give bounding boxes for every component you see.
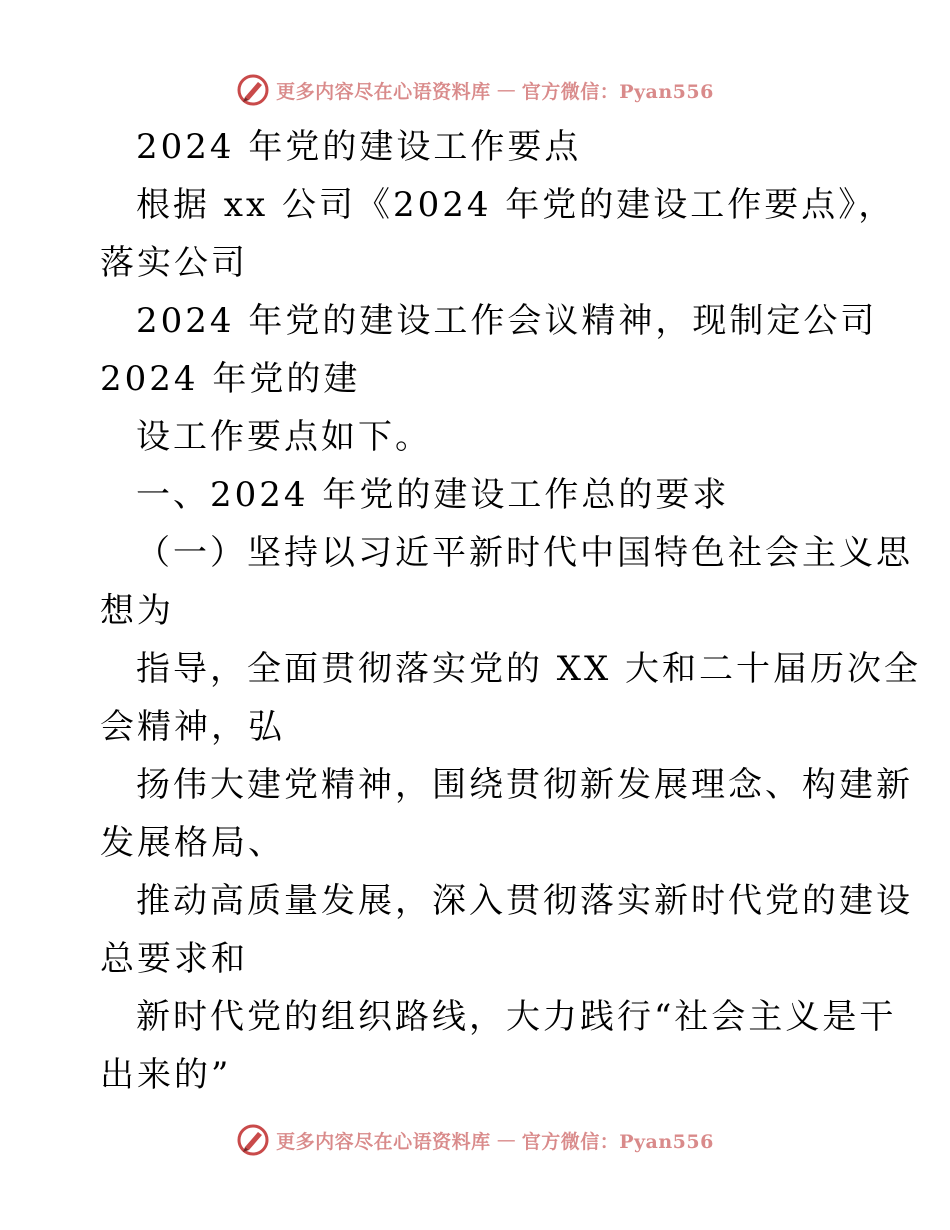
paragraph-line: 总要求和 [100,939,248,979]
paragraph-line: 推动高质量发展，深入贯彻落实新时代党的建设 [136,881,913,921]
watermark-banner-content [236,1123,714,1157]
paragraph-line: 想为 [100,591,174,631]
watermark-main-text: 更多内容尽在心语资料库 [276,1130,491,1153]
paragraph-line: 出来的” [100,1055,232,1095]
watermark-main-text: 更多内容尽在心语资料库 [276,80,491,103]
paragraph-line: 扬伟大建党精神，围绕贯彻新发展理念、构建新 [136,765,913,805]
paragraph-line: 发展格局、 [100,823,285,863]
watermark-banner-content [236,73,714,107]
paragraph-line: 设工作要点如下。 [136,417,432,457]
pen-logo-icon [236,73,270,107]
document-body [100,118,922,1104]
watermark-wechat-text: 官方微信：Pyan556 [521,1130,714,1153]
paragraph-line: 新时代党的组织路线，大力践行“社会主义是干 [136,997,897,1037]
header-watermark-banner [0,70,950,110]
paragraph-line: 根据 xx 公司《2024 年党的建设工作要点》， [136,185,896,225]
paragraph-line: 会精神，弘 [100,707,285,747]
watermark-dash: — [496,79,516,101]
paragraph-line: 落实公司 [100,243,248,283]
paragraph-line: 2024 年党的建 [100,359,361,399]
watermark-dash: — [496,1129,516,1151]
paragraph-line: 指导，全面贯彻落实党的 XX 大和二十届历次全 [136,649,922,689]
doc-title: 2024 年党的建设工作要点 [136,127,582,167]
pen-logo-icon [236,1123,270,1157]
section-heading: 一、2024 年党的建设工作总的要求 [136,475,730,515]
footer-watermark-banner [0,1120,950,1160]
paragraph-line: （一）坚持以习近平新时代中国特色社会主义思 [136,533,913,573]
paragraph-line: 2024 年党的建设工作会议精神，现制定公司 [136,301,878,341]
watermark-wechat-text: 官方微信：Pyan556 [521,80,714,103]
